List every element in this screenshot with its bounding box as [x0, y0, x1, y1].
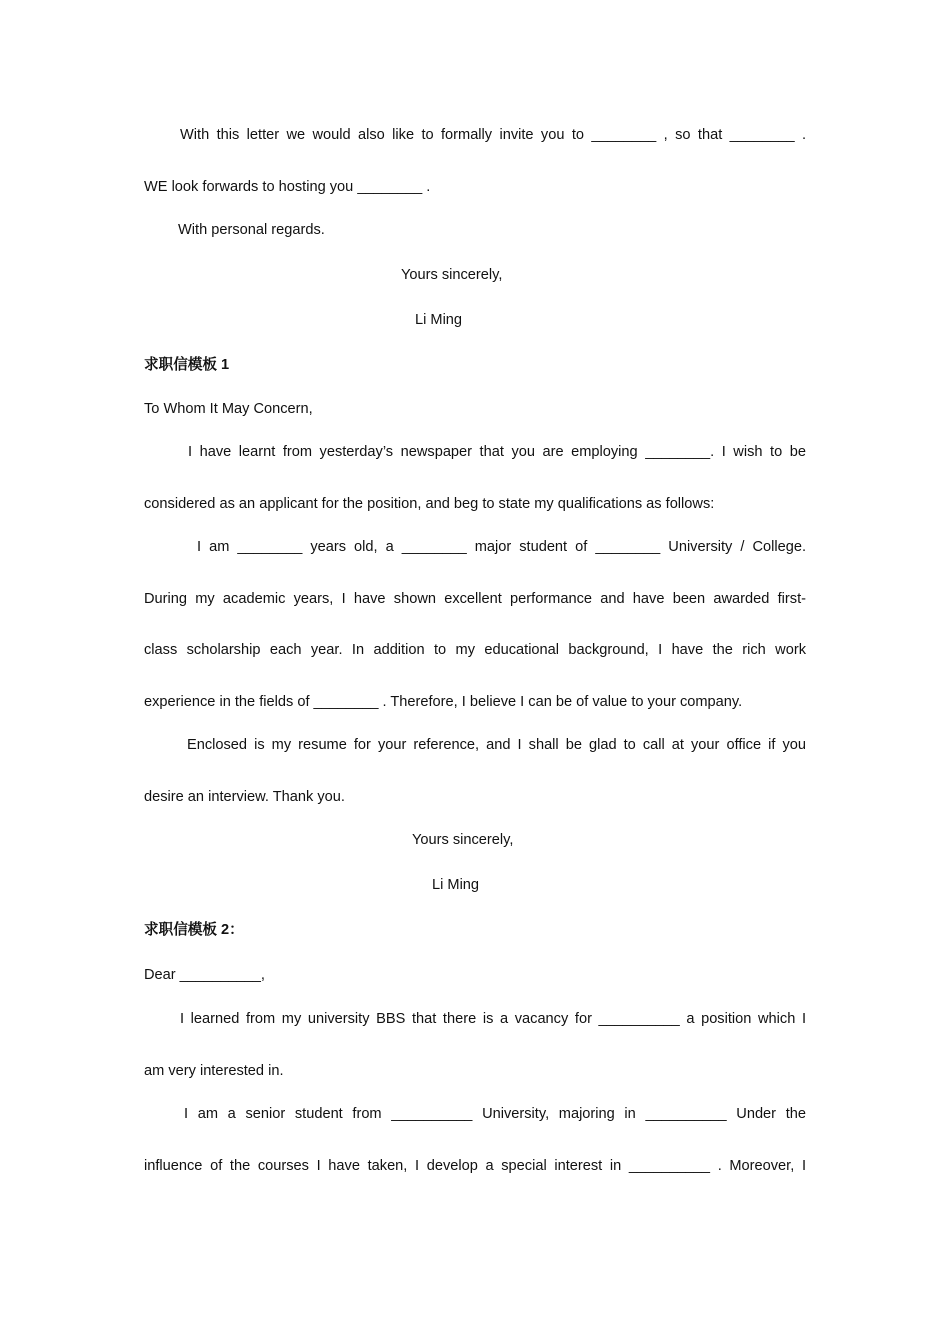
paragraph-qualifications-line-1: I am ________ years old, a ________ major student of ________ University / College. — [197, 539, 806, 555]
paragraph-vacancy-line-1: I learned from my university BBS that there is a vacancy for __________ a position which I — [180, 1011, 806, 1027]
paragraph-student-line-2: influence of the courses I have taken, I develop a special interest in __________ . Moreover, I — [144, 1158, 806, 1174]
paragraph-enclosed-line-2: desire an interview. Thank you. — [144, 789, 345, 805]
paragraph-intro-line-2: considered as an applicant for the position, and beg to state my qualifications as follows: — [144, 496, 715, 512]
paragraph-enclosed-line-1: Enclosed is my resume for your reference, and I shall be glad to call at your office if you — [187, 737, 806, 753]
salutation-1: To Whom It May Concern, — [144, 401, 313, 417]
sign-off-1: Yours sincerely, — [401, 267, 503, 283]
salutation-2: Dear __________, — [144, 967, 265, 983]
paragraph-invitation-line-2: WE look forwards to hosting you ________ . — [144, 179, 431, 195]
section-heading-template-1: 求职信模板 1 — [144, 357, 230, 373]
paragraph-vacancy-line-2: am very interested in. — [144, 1063, 284, 1079]
paragraph-invitation-line-1: With this letter we would also like to formally invite you to ________ , so that ________ . — [180, 127, 806, 143]
sign-off-2: Yours sincerely, — [412, 832, 514, 848]
paragraph-qualifications-line-3: class scholarship each year. In addition to my educational background, I have the rich work — [144, 642, 806, 658]
section-heading-template-2: 求职信模板 2： — [144, 922, 244, 938]
paragraph-intro-line-1: I have learnt from yesterday’s newspaper that you are employing ________. I wish to be — [188, 444, 806, 460]
signature-name-1: Li Ming — [415, 312, 463, 328]
closing-regards: With personal regards. — [178, 222, 325, 238]
paragraph-qualifications-line-4: experience in the fields of ________ . Therefore, I believe I can be of value to your company. — [144, 694, 743, 710]
paragraph-student-line-1: I am a senior student from __________ University, majoring in __________ Under the — [184, 1106, 806, 1122]
paragraph-qualifications-line-2: During my academic years, I have shown excellent performance and have been awarded first- — [144, 591, 806, 607]
signature-name-2: Li Ming — [432, 877, 480, 893]
